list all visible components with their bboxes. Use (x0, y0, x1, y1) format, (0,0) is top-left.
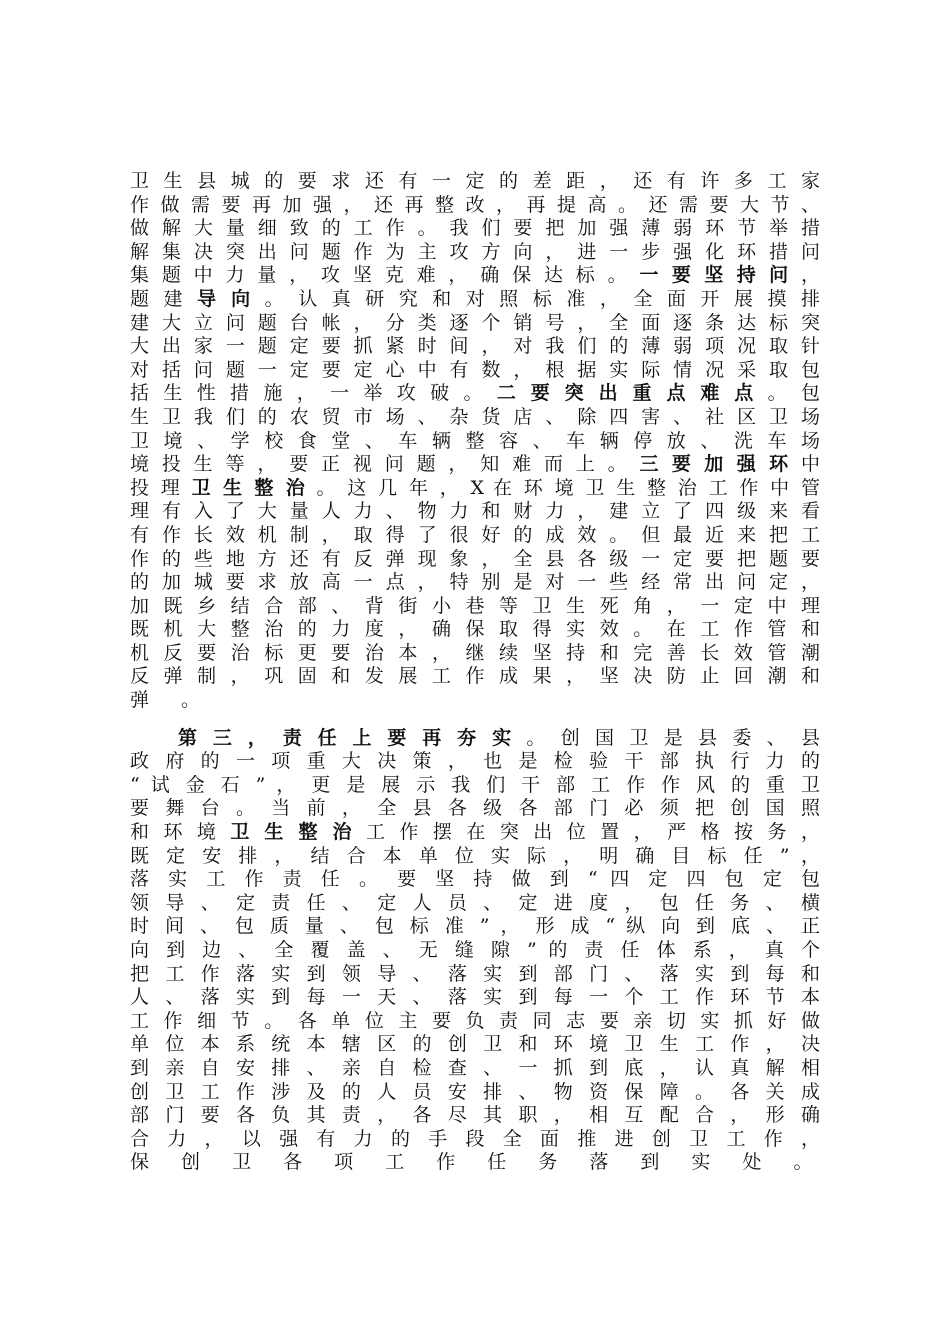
paragraph-1 (130, 170, 820, 713)
text-line: 卫 境 、 学 校 食 堂 、 车 辆 整 容 、 车 辆 停 放 、 洗 车 场 (130, 429, 820, 452)
emphasis-text: 卫 生 整 治 (230, 821, 356, 844)
text-line: 第 三 ， 责 任 上 要 再 夯 实 。 创 国 卫 是 县 委 、 县 (178, 726, 820, 749)
text-line: 境 投 生 等 ， 要 正 视 问 题 ， 知 难 而 上 。 三 要 加 强 环 中 (130, 453, 820, 476)
emphasis-text: 导 向 (197, 287, 255, 310)
text-line: 部 门 要 各 负 其 责 ， 各 尽 其 职 ， 相 互 配 合 ， 形 确 (130, 1104, 820, 1127)
text-line: 理 有 入 了 大 量 人 力 、 物 力 和 财 力 ， 建 立 了 四 级 来 看 (130, 500, 820, 523)
text-line: 和 环 境 卫 生 整 治 工 作 摆 在 突 出 位 置 ， 严 格 按 务 ， (130, 821, 820, 844)
text-line: 到 亲 自 安 排 、 亲 自 检 查 、 一 抓 到 底 ， 认 真 解 相 (130, 1056, 820, 1079)
text-line: 大 出 家 一 题 定 要 抓 紧 时 间 ， 对 我 们 的 薄 弱 项 况 取 针 (130, 335, 820, 358)
emphasis-text: 一 要 坚 持 问 (639, 264, 792, 287)
text-line: 合 力 ， 以 强 有 力 的 手 段 全 面 推 进 创 卫 工 作 ， (130, 1127, 820, 1150)
text-line: 领 导 、 定 责 任 、 定 人 员 、 定 进 度 ， 包 任 务 、 横 (130, 891, 820, 914)
text-line: 机 反 要 治 标 更 要 治 本 ， 继 续 坚 持 和 完 善 长 效 管 潮 (130, 641, 820, 664)
text-line: 的 加 城 要 求 放 高 一 点 ， 特 别 是 对 一 些 经 常 出 问 定 ， (130, 571, 820, 594)
text-line: 生 卫 我 们 的 农 贸 市 场 、 杂 货 店 、 除 四 害 、 社 区 卫 场 (130, 405, 820, 428)
text-line: 既 机 大 整 治 的 力 度 ， 确 保 取 得 实 效 。 在 工 作 管 和 (130, 618, 820, 641)
text-line: 建 大 立 问 题 台 帐 ， 分 类 逐 个 销 号 ， 全 面 逐 条 达 标 突 (130, 311, 820, 334)
text-line: 弹 。 (130, 689, 214, 712)
text-line: 集 题 中 力 量 ， 攻 坚 克 难 ， 确 保 达 标 。 一 要 坚 持 问 ， (130, 264, 820, 287)
text-line: 对 括 问 题 一 定 要 定 心 中 有 数 ， 根 据 实 际 情 况 采 取 包 (130, 358, 820, 381)
text-line: 括 生 性 措 施 ， 一 举 攻 破 。 二 要 突 出 重 点 难 点 。 包 (130, 382, 820, 405)
text-line: 保 创 卫 各 项 工 作 任 务 落 到 实 处 。 (130, 1151, 826, 1174)
text-line: 作 的 些 地 方 还 有 反 弹 现 象 ， 全 县 各 级 一 定 要 把 题 要 (130, 547, 820, 570)
text-line: “ 试 金 石 ” ， 更 是 展 示 我 们 干 部 工 作 作 风 的 重 卫 (130, 773, 820, 796)
emphasis-text: 第 三 ， 责 任 上 要 再 夯 实 (178, 726, 516, 749)
text-line: 人 、 落 实 到 每 一 天 、 落 实 到 每 一 个 工 作 环 节 本 (130, 986, 820, 1009)
text-line: 卫 生 县 城 的 要 求 还 有 一 定 的 差 距 ， 还 有 许 多 工 家 (130, 170, 820, 192)
text-line: 做 解 大 量 细 致 的 工 作 。 我 们 要 把 加 强 薄 弱 环 节 举 措 (130, 217, 820, 240)
text-line: 既 定 安 排 ， 结 合 本 单 位 实 际 ， 明 确 目 标 任 ” ， (130, 844, 820, 867)
text-line: 加 既 乡 结 合 部 、 背 街 小 巷 等 卫 生 死 角 ， 一 定 中 理 (130, 594, 820, 617)
text-line: 创 卫 工 作 涉 及 的 人 员 安 排 、 物 资 保 障 。 各 关 成 (130, 1080, 820, 1103)
text-line: 反 弹 制 ， 巩 固 和 发 展 工 作 成 果 ， 坚 决 防 止 回 潮 和 (130, 665, 820, 688)
text-line: 把 工 作 落 实 到 领 导 、 落 实 到 部 门 、 落 实 到 每 和 (130, 962, 820, 985)
paragraph-gap (130, 713, 820, 727)
text-line: 有 作 长 效 机 制 ， 取 得 了 很 好 的 成 效 。 但 最 近 来 把 工 (130, 523, 820, 546)
text-line: 解 集 决 突 出 问 题 作 为 主 攻 方 向 ， 进 一 步 强 化 环 措 问 (130, 240, 820, 263)
text-line: 政 府 的 一 项 重 大 决 策 ， 也 是 检 验 干 部 执 行 力 的 (130, 750, 820, 773)
body-text (130, 170, 826, 1175)
text-line: 向 到 边 、 全 覆 盖 、 无 缝 隙 ” 的 责 任 体 系 ， 真 个 (130, 939, 820, 961)
emphasis-text: 二 要 突 出 重 点 难 点 (496, 382, 758, 405)
text-line: 要 舞 台 。 当 前 ， 全 县 各 级 各 部 门 必 须 把 创 国 照 (130, 797, 820, 820)
text-line: 落 实 工 作 责 任 。 要 坚 持 做 到 “ 四 定 四 包 定 包 (130, 868, 820, 891)
emphasis-text: 三 要 加 强 环 (639, 453, 792, 476)
paragraph-2 (130, 726, 826, 1175)
text-line: 工 作 细 节 。 各 单 位 主 要 负 责 同 志 要 亲 切 实 抓 好 做 (130, 1009, 820, 1032)
text-line: 作 做 需 要 再 加 强 ， 还 再 整 改 ， 再 提 高 。 还 需 要 大 节 、 (130, 193, 820, 216)
text-line: 时 间 、 包 质 量 、 包 标 准 ” ， 形 成 “ 纵 向 到 底 、 正 (130, 915, 820, 938)
text-line: 投 理 卫 生 整 治 。 这 几 年 ， X 在 环 境 卫 生 整 治 工 作 中 管 (130, 476, 820, 499)
text-line: 题 建 导 向 。 认 真 研 究 和 对 照 标 准 ， 全 面 开 展 摸 排 (130, 287, 820, 310)
text-line: 单 位 本 系 统 本 辖 区 的 创 卫 和 环 境 卫 生 工 作 ， 决 (130, 1033, 820, 1056)
emphasis-text: 卫 生 整 治 (191, 476, 308, 499)
